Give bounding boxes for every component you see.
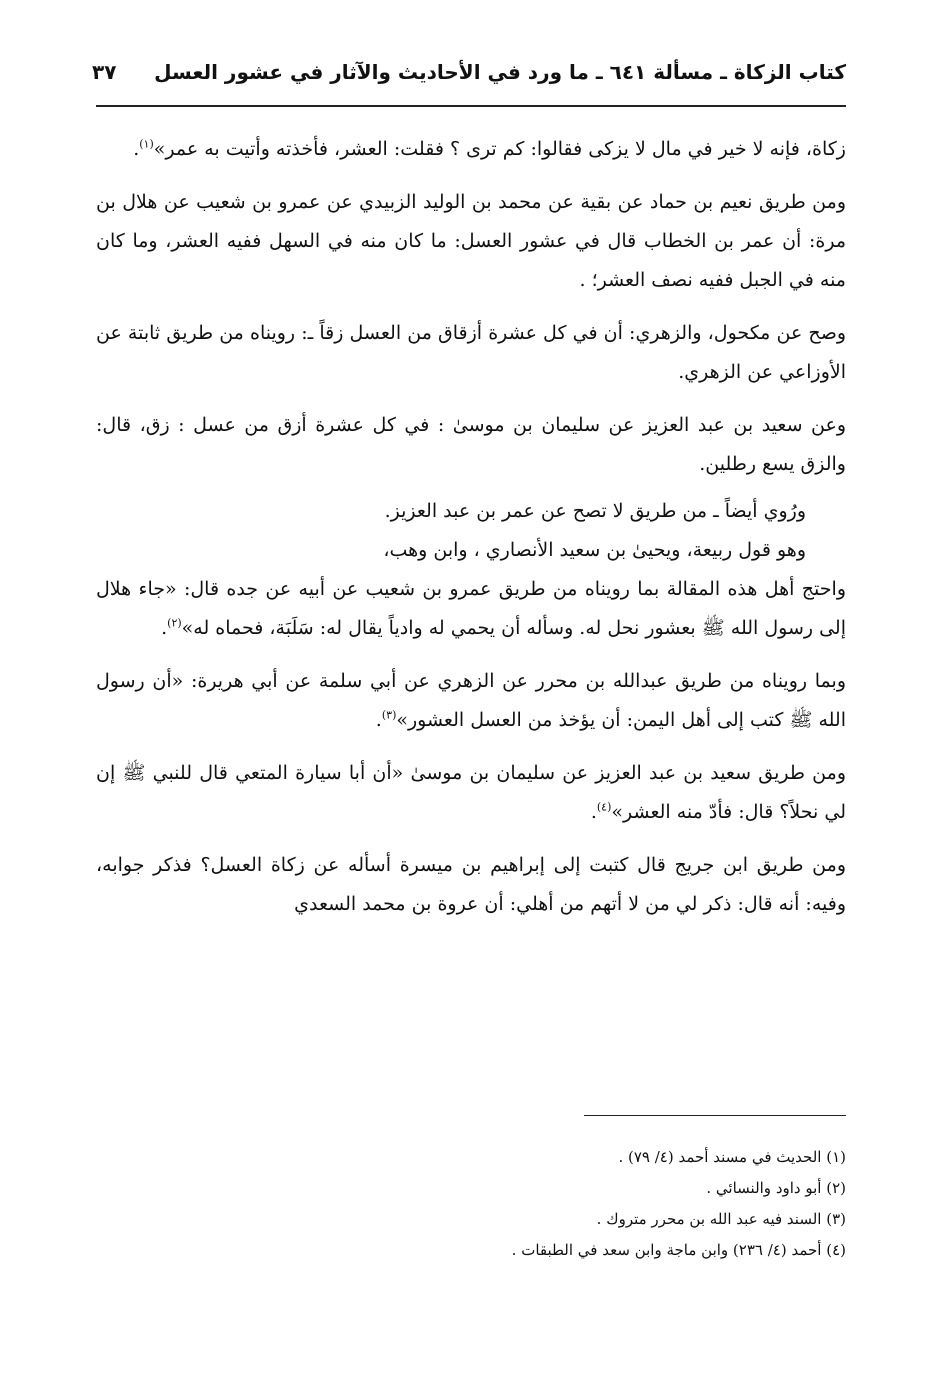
paragraph-1-text: زكاة، فإنه لا خير في مال لا يزكى فقالوا: كم ترى ؟ فقلت: العشر، فأخذته وأتيت به عمر» bbox=[153, 138, 846, 160]
paragraph-8-text: وبما رويناه من طريق عبدالله بن محرر عن الزهري عن أبي سلمة عن أبي هريرة: «أن رسول الله ﷺ كتب إلى أهل اليمن: أن يؤخذ من العسل العشور» bbox=[96, 670, 846, 731]
footnote-4: (٤) أحمد (٤/ ٢٣٦) وابن ماجة وابن سعد في الطبقات . bbox=[511, 1241, 846, 1259]
footnote-rule bbox=[584, 1115, 846, 1116]
page-number: ٣٧ bbox=[92, 60, 117, 84]
paragraph-7-text: واحتج أهل هذه المقالة بما رويناه من طريق عمرو بن شعيب عن أبيه عن جده قال: «جاء هلال إلى رسول الله ﷺ بعشور نحل له. وسأله أن يحمي له وادياً يقال له: سَلَبَة، فحماه له» bbox=[96, 578, 846, 639]
paragraph-7 bbox=[96, 570, 846, 648]
footnote-3: (٣) السند فيه عبد الله بن محرر متروك . bbox=[596, 1210, 846, 1228]
running-head bbox=[92, 52, 846, 86]
footnote-ref-4: (٤) bbox=[596, 800, 612, 814]
paragraph-7-tail: . bbox=[161, 617, 168, 639]
running-title: كتاب الزكاة ـ مسألة ٦٤١ ـ ما ورد في الأحاديث والآثار في عشور العسل bbox=[154, 60, 846, 84]
footnote-2: (٢) أبو داود والنسائي . bbox=[706, 1179, 846, 1197]
paragraph-9 bbox=[96, 754, 846, 832]
paragraph-9-tail: . bbox=[590, 801, 597, 823]
paragraph-8-tail: . bbox=[375, 709, 382, 731]
main-text bbox=[96, 130, 846, 924]
footnote-ref-3: (٣) bbox=[381, 708, 397, 722]
footnote-ref-1: (١) bbox=[139, 137, 154, 151]
paragraph-2: ومن طريق نعيم بن حماد عن بقية عن محمد بن الوليد الزبيدي عن عمرو بن شعيب عن هلال بن مرة: أن عمر بن الخطاب قال في عشور العسل: ما كان منه في السهل ففيه العشر، وما كان منه في الجبل ففيه نصف العشر؛ . bbox=[96, 191, 846, 291]
paragraph-10: ومن طريق ابن جريج قال كتبت إلى إبراهيم بن ميسرة أسأله عن زكاة العسل؟ فذكر جوابه، وفيه: أنه قال: ذكر لي من لا أتهم من أهلي: أن عروة بن محمد السعدي bbox=[96, 854, 846, 915]
footnote-1: (١) الحديث في مسند أحمد (٤/ ٧٩) . bbox=[618, 1148, 846, 1166]
footnotes bbox=[96, 1142, 846, 1266]
header-rule bbox=[96, 105, 846, 107]
paragraph-4: وعن سعيد بن عبد العزيز عن سليمان بن موسىٰ : في كل عشرة أزق من عسل : زق، قال: والزق يسع رطلين. bbox=[96, 414, 846, 475]
paragraph-5: ورُوي أيضاً ـ من طريق لا تصح عن عمر بن عبد العزيز. bbox=[384, 500, 806, 522]
paragraph-1-tail: . bbox=[133, 138, 140, 160]
footnote-ref-2: (٢) bbox=[167, 616, 182, 630]
paragraph-8 bbox=[96, 662, 846, 740]
paragraph-3: وصح عن مكحول، والزهري: أن في كل عشرة أزقاق من العسل زقاً ـ: رويناه من طريق ثابتة عن الأوزاعي عن الزهري. bbox=[96, 322, 847, 383]
paragraph-6: وهو قول ربيعة، ويحيىٰ بن سعيد الأنصاري ، وابن وهب، bbox=[383, 539, 806, 561]
paragraph-1 bbox=[96, 130, 846, 169]
paragraph-9-text: ومن طريق سعيد بن عبد العزيز عن سليمان بن موسىٰ «أن أبا سيارة المتعي قال للنبي ﷺ إن لي نحلاً؟ قال: فأدّ منه العشر» bbox=[96, 762, 846, 823]
